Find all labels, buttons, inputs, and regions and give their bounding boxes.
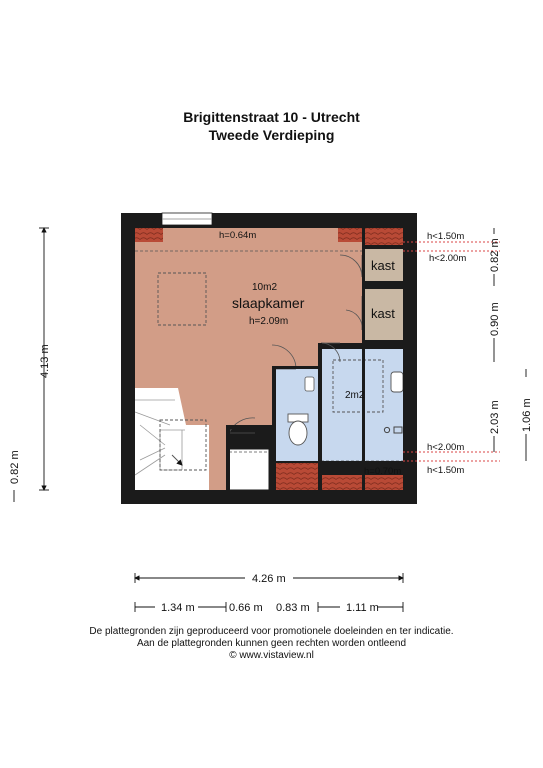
- bedroom-height: h=2.09m: [249, 316, 289, 327]
- footer-line-1: De plattegronden zijn geproduceerd voor promotionele doeleinden en ter indicatie.: [89, 626, 454, 637]
- bedroom-area: 10m2: [252, 282, 278, 293]
- height-note-bottom-1: h<2.00m: [427, 442, 465, 453]
- bathroom-area: 2m2: [345, 390, 365, 401]
- roof-tiles-top-left: [135, 228, 163, 242]
- title-line-2: Tweede Verdieping: [208, 127, 335, 143]
- toilet-room-sink-icon: [305, 377, 314, 391]
- right-dim-a: 0.82 m: [489, 238, 501, 272]
- bottom-dim-total: 4.26 m: [252, 573, 286, 585]
- roof-tiles-bottom-mid: [275, 463, 318, 490]
- height-lines: [403, 242, 500, 461]
- height-note-top-1: h<1.50m: [427, 231, 465, 242]
- left-dim-total: 4.13 m: [39, 344, 51, 378]
- bottom-dim-a: 1.34 m: [161, 602, 195, 614]
- dormer-top-height: h=0.64m: [219, 230, 257, 241]
- footer-line-2: Aan de plattegronden kunnen geen rechten worden ontleend: [136, 638, 407, 649]
- right-dim-d: 1.06 m: [521, 398, 533, 432]
- bottom-dim-c: 0.83 m: [276, 602, 310, 614]
- right-dim-b: 0.90 m: [489, 302, 501, 336]
- bottom-dim-b: 0.66 m: [229, 602, 263, 614]
- right-dim-c: 2.03 m: [489, 400, 501, 434]
- title-line-1: Brigittenstraat 10 - Utrecht: [183, 109, 360, 125]
- closet-1-label: kast: [371, 258, 395, 273]
- roof-tiles-top-right: [338, 228, 362, 242]
- bottom-dormer-opening: [229, 449, 269, 490]
- footer-line-3: © www.vistaview.nl: [229, 650, 314, 661]
- height-note-bottom-2: h<1.50m: [427, 465, 465, 476]
- toilet-icon: [288, 414, 308, 445]
- height-note-top-2: h<2.00m: [429, 253, 467, 264]
- closet-2-label: kast: [371, 306, 395, 321]
- bottom-dim-d: 1.11 m: [346, 602, 379, 614]
- closet-top-tiles: [365, 228, 403, 245]
- dormer-bottom-height: h=0.70m: [364, 466, 402, 477]
- bedroom-name: slaapkamer: [232, 295, 305, 311]
- left-dim-small: 0.82 m: [9, 450, 21, 484]
- sink-icon: [391, 372, 403, 392]
